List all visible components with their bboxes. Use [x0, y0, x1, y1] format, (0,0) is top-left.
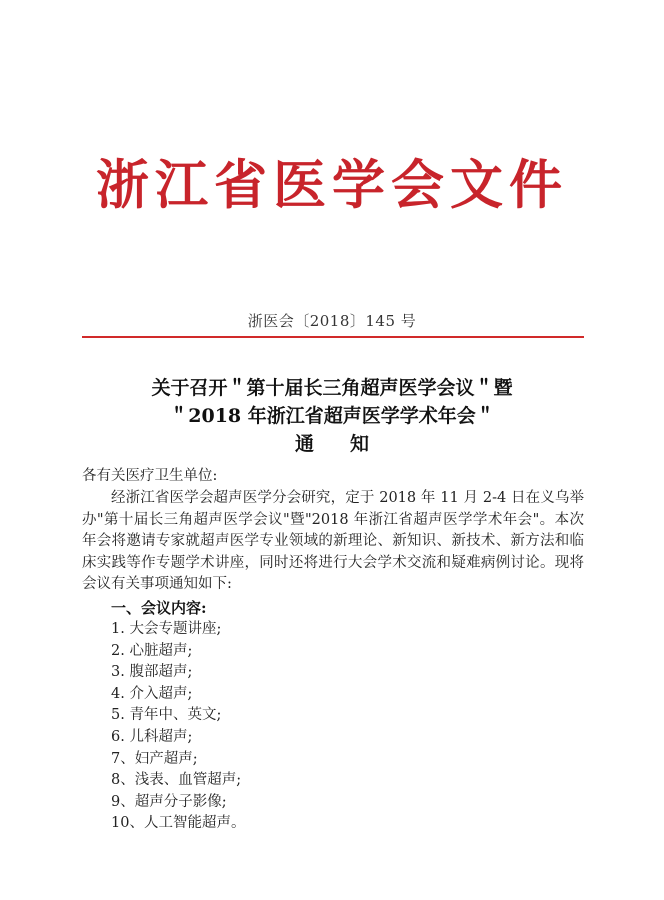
notice-title-line-1: 关于召开＂第十届长三角超声医学会议＂暨 — [151, 377, 513, 399]
list-item: 9、超声分子影像; — [111, 793, 227, 810]
salutation: 各有关医疗卫生单位: — [82, 468, 218, 484]
document-number: 浙医会〔2018〕145 号 — [247, 312, 417, 330]
list-item: 5. 青年中、英文; — [111, 707, 222, 724]
body-paragraph: 经浙江省医学会超声医学分会研究，定于 2018 年 11 月 2-4 日在义乌举办"第十届长三角超声医学会议"暨"2018 年浙江省超声医学学术年会"。本次年会将邀请专家就超声医学专业领域的新理论、新知识、新技术、新方法和临床实践等作专题学术讲座，同时还将进行大会学术交流和疑难病例讨论。现将会议有关事项通知如下: — [82, 490, 584, 592]
list-item: 2. 心脏超声; — [111, 642, 193, 659]
list-item: 1. 大会专题讲座; — [111, 621, 222, 637]
masthead-title: 浙江省医学会文件 — [96, 154, 568, 216]
red-divider-line — [82, 336, 584, 338]
meeting-content-list — [111, 619, 245, 835]
notice-title-line-2: ＂2018 年浙江省超声医学学术年会＂ — [169, 405, 495, 427]
list-item: 3. 腹部超声; — [111, 664, 193, 681]
section-heading-meeting-content: 一、会议内容: — [111, 599, 207, 617]
list-item: 4. 介入超声; — [111, 685, 193, 702]
list-item: 8、浅表、血管超声; — [111, 772, 242, 789]
list-item: 7、妇产超声; — [111, 750, 198, 767]
list-item: 6. 儿科超声; — [111, 728, 193, 745]
notice-title-line-3: 通知 — [294, 433, 405, 455]
list-item: 10、人工智能超声。 — [111, 815, 246, 832]
